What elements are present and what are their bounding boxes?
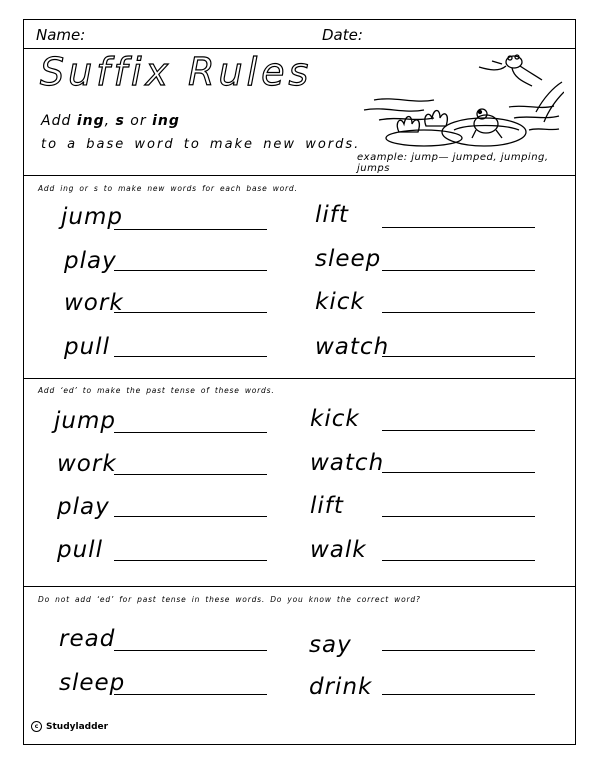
- suffix-ing-2: ing: [152, 113, 180, 129]
- rule-sep2: or: [124, 113, 153, 129]
- answer-line[interactable]: [114, 474, 267, 475]
- answer-line[interactable]: [382, 227, 535, 228]
- rule-sep1: ,: [104, 113, 116, 129]
- base-word: walk: [310, 537, 367, 563]
- section1-divider: [24, 175, 575, 176]
- base-word: kick: [310, 406, 360, 432]
- suffix-ing: ing: [76, 113, 105, 129]
- base-word: play: [57, 494, 110, 520]
- base-word: lift: [310, 493, 344, 519]
- date-label: Date:: [322, 26, 363, 44]
- answer-line[interactable]: [382, 560, 535, 561]
- answer-line[interactable]: [114, 432, 267, 433]
- base-word: kick: [315, 289, 365, 315]
- base-word: play: [64, 248, 117, 274]
- answer-line[interactable]: [114, 312, 267, 313]
- copyright-icon: c: [31, 721, 42, 732]
- base-word: watch: [315, 334, 390, 360]
- rule-prefix: Add: [41, 113, 77, 129]
- brand-name: Studyladder: [46, 721, 109, 732]
- example-text: example: jump— jumped, jumping, jumps: [357, 152, 549, 174]
- base-word: work: [64, 290, 124, 316]
- page-title: Suffix Rules: [40, 50, 313, 94]
- header-divider: [24, 48, 575, 49]
- section1-instruction: Add ing or s to make new words for each base word.: [38, 184, 298, 193]
- answer-line[interactable]: [382, 312, 535, 313]
- answer-line[interactable]: [382, 650, 535, 651]
- section2-divider: [24, 378, 575, 379]
- answer-line[interactable]: [114, 650, 267, 651]
- base-word: work: [57, 451, 117, 477]
- base-word: drink: [309, 674, 373, 700]
- answer-line[interactable]: [114, 270, 267, 271]
- base-word: sleep: [59, 670, 126, 696]
- rule-text-line1: [41, 113, 180, 129]
- answer-line[interactable]: [114, 694, 267, 695]
- base-word: pull: [64, 334, 110, 360]
- frog-pond-illustration: [354, 52, 564, 152]
- answer-line[interactable]: [382, 430, 535, 431]
- answer-line[interactable]: [114, 560, 267, 561]
- base-word: jump: [54, 408, 116, 434]
- base-word: say: [309, 632, 352, 658]
- section2-instruction: Add ‘ed’ to make the past tense of these words.: [38, 386, 275, 395]
- base-word: lift: [315, 202, 349, 228]
- answer-line[interactable]: [382, 694, 535, 695]
- answer-line[interactable]: [382, 516, 535, 517]
- answer-line[interactable]: [114, 356, 267, 357]
- answer-line[interactable]: [114, 229, 267, 230]
- base-word: read: [59, 626, 116, 652]
- footer-branding: [31, 721, 108, 732]
- answer-line[interactable]: [382, 270, 535, 271]
- answer-line[interactable]: [114, 516, 267, 517]
- section3-instruction: Do not add ‘ed’ for past tense in these words. Do you know the correct word?: [38, 595, 421, 604]
- base-word: sleep: [315, 246, 382, 272]
- base-word: pull: [57, 537, 103, 563]
- suffix-s: s: [115, 113, 125, 129]
- base-word: jump: [61, 204, 123, 230]
- section3-divider: [24, 586, 575, 587]
- answer-line[interactable]: [382, 472, 535, 473]
- rule-text-line2: to a base word to make new words.: [41, 137, 361, 152]
- name-label: Name:: [36, 26, 86, 44]
- worksheet: [23, 19, 576, 745]
- answer-line[interactable]: [382, 356, 535, 357]
- base-word: watch: [310, 450, 385, 476]
